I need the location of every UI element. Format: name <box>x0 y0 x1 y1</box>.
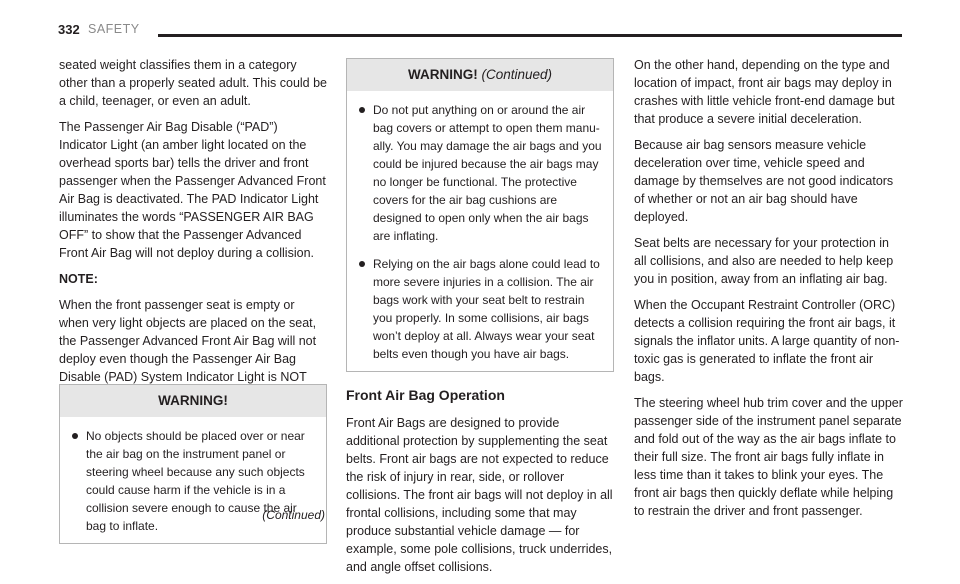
bullet-icon <box>72 433 78 439</box>
paragraph: Front Air Bags are designed to provide additional protection by supplementing the seat belts. Front air bags are not expected to reduce the risk of injury in rear, side, or rollover collisions. The front air bags will not deploy in all frontal collisions, including some that may produce substantial vehicle damage — for example, some pole collisions, truck underrides, and angle offset collisions. <box>346 416 613 574</box>
column-right <box>634 56 904 528</box>
header-rule <box>158 34 902 37</box>
paragraph: The Passenger Air Bag Disable (“PAD”) Indicator Light (an amber light located on the overhead sports bar) tells the driver and front passenger when the Passenger Advanced Front Air Bag is deactivated. The PAD Indicator Light illuminates the words “PASSENGER AIR BAG OFF” to show that the Passenger Advanced Front Air Bag will not deploy during a collision. <box>59 120 326 260</box>
bullet-icon <box>359 261 365 267</box>
warning-title <box>347 59 613 91</box>
note-label: NOTE: <box>59 272 98 286</box>
warning-item-text: No objects should be placed over or near the air bag on the instrument panel or steering wheel because any such objects could cause harm if the vehicle is in a collision severe enough to cause the air bag to inflate. <box>86 429 305 533</box>
warning-title-suffix: (Continued) <box>481 67 553 82</box>
paragraph: When the Occupant Restraint Controller (ORC) detects a collision requiring the front air bags, it signals the inflator units. A large quantity of non-toxic gas is generated to inflate the front air bags. <box>634 298 900 384</box>
warning-title-text: WARNING! <box>407 67 478 82</box>
paragraph: On the other hand, depending on the type and location of impact, front air bags may deploy in crashes with little vehicle front-end damage but that produce a severe initial deceleration. <box>634 58 895 126</box>
warning-item <box>359 255 603 363</box>
continued-label: (Continued) <box>262 508 325 522</box>
warning-title: WARNING! <box>60 385 326 417</box>
paragraph: seated weight classifies them in a category other than a properly seated adult. This could be a child, teenager, or even an adult. <box>59 58 327 108</box>
warning-item-text: Do not put anything on or around the air bag covers or attempt to open them manu-ally. You may damage the air bags and you could be injured because the air bags may no longer be functional. The protective covers for the air bag cushions are designed to open only when the air bags are inflating. <box>373 103 602 243</box>
section-title: SAFETY <box>88 22 140 36</box>
section-heading: Front Air Bag Operation <box>346 387 505 403</box>
paragraph: Seat belts are necessary for your protection in all collisions, and also are needed to help keep you in position, away from an inflating air bag. <box>634 236 894 286</box>
page-number: 332 <box>58 22 80 37</box>
page-header <box>58 22 902 40</box>
warning-item-text: Relying on the air bags alone could lead to more severe injuries in a collision. The air bags work with your seat belt to restrain you properly. In some collisions, air bags won’t deploy at all. Always wear your seat belts even though you have air bags. <box>373 257 600 361</box>
paragraph: The steering wheel hub trim cover and the upper passenger side of the instrument panel separate and fold out of the way as the air bags inflate to their full size. The front air bags fully inflate in less time than it takes to blink your eyes. The front air bags then quickly deflate while helping to restrain the driver and front passenger. <box>634 396 903 518</box>
warning-box-continued <box>346 58 614 372</box>
bullet-icon <box>359 107 365 113</box>
column-middle <box>346 58 614 584</box>
note-text: When the front passenger seat is empty or when very light objects are placed on the seat, the Passenger Advanced Front Air Bag will not deploy even though the Passenger Air Bag Disable (PAD) System Indicator Light is NOT <box>59 298 317 384</box>
paragraph: Because air bag sensors measure vehicle deceleration over time, vehicle speed and damage by themselves are not good indicators of whether or not an air bag should have deployed. <box>634 138 894 224</box>
warning-item <box>359 101 603 245</box>
column-left <box>59 56 327 412</box>
